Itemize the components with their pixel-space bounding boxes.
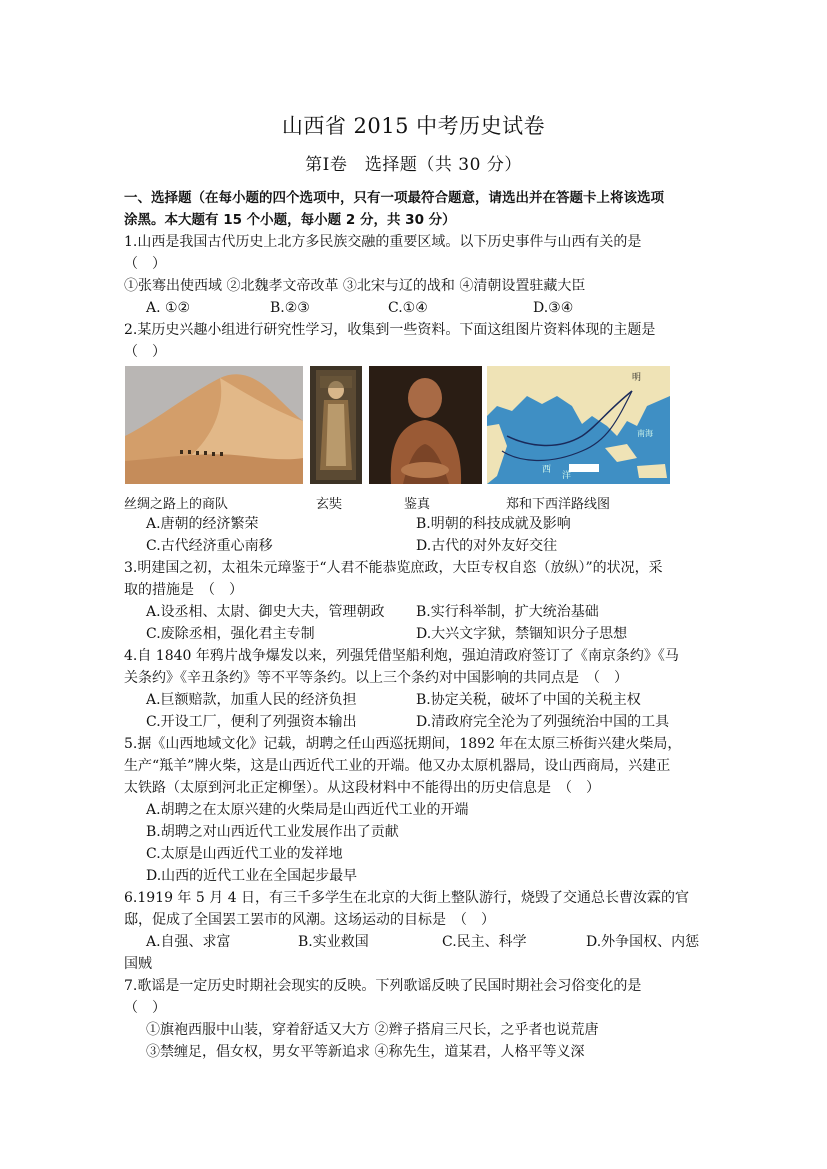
q3-stem-line2: 取的措施是 （ ）: [124, 582, 243, 598]
q6-option-d-continued: 国贼: [124, 956, 152, 972]
q7-items-line1: ①旗袍西服中山装，穿着舒适又大方 ②辫子搭肩三尺长，之乎者也说荒唐: [146, 1022, 599, 1038]
section-instructions-line2: 涂黑。本大题有 15 个小题，每小题 2 分，共 30 分）: [124, 212, 456, 228]
q3-option-b: B.实行科举制，扩大统治基础: [416, 604, 599, 620]
q4-option-d: D.清政府完全沦为了列强统治中国的工具: [416, 714, 670, 730]
q1-option-b: B.②③: [270, 300, 310, 316]
q5-stem-line3: 太铁路（太原到河北正定柳堡）。从这段材料中不能得出的历史信息是 （ ）: [124, 780, 600, 796]
map-label-ming: 明: [632, 373, 642, 383]
q3-option-a: A.设丞相、太尉、御史大夫，管理朝政: [146, 604, 385, 620]
q6-option-c: C.民主、科学: [442, 934, 527, 950]
caption-silk-road: 丝绸之路上的商队: [124, 497, 229, 512]
q3-option-c: C.废除丞相，强化君主专制: [146, 626, 315, 642]
q2-option-c: C.古代经济重心南移: [146, 538, 273, 554]
section-instructions-line1: 一、选择题（在每小题的四个选项中，只有一项最符合题意，请选出并在答题卡上将该选项: [124, 190, 664, 206]
q5-option-d: D.山西的近代工业在全国起步最早: [146, 868, 358, 884]
jianzhen-statue-image: [369, 366, 482, 484]
q3-option-d: D.大兴文字狱，禁锢知识分子思想: [416, 626, 628, 642]
map-label-nanhai: 南海: [637, 429, 653, 438]
page-title: 山西省 2015 中考历史试卷: [281, 114, 546, 138]
q1-stem-line1: 1.山西是我国古代历史上北方多民族交融的重要区域。以下历史事件与山西有关的是: [124, 234, 642, 250]
caption-xuanzang: 玄奘: [316, 497, 343, 512]
q7-stem-line2: （ ）: [124, 1000, 166, 1016]
q7-items-line2: ③禁缠足，倡女权，男女平等新追求 ④称先生，道某君，人格平等义深: [146, 1044, 585, 1060]
xuanzang-image: [310, 366, 362, 484]
q4-stem-line2: 关条约》《辛丑条约》等不平等条约。以上三个条约对中国影响的共同点是 （ ）: [124, 670, 628, 686]
q6-option-a: A.自强、求富: [146, 934, 231, 950]
q5-stem-line1: 5.据《山西地域文化》记载，胡聘之任山西巡抚期间，1892 年在太原三桥街兴建火柴局，: [124, 736, 682, 752]
q4-option-a: A.巨额赔款，加重人民的经济负担: [146, 692, 357, 708]
silk-road-caravan-image: [125, 366, 303, 484]
q6-stem-line1: 6.1919 年 5 月 4 日，有三千多学生在北京的大街上整队游行，烧毁了交通总长曹汝霖的官: [124, 890, 690, 906]
q2-stem-line2: （ ）: [124, 344, 166, 360]
q3-stem-line1: 3.明建国之初，太祖朱元璋鉴于“人君不能恭览庶政，大臣专权自恣（放纵）”的状况，采: [124, 560, 663, 576]
q4-option-c: C.开设工厂，便利了列强资本输出: [146, 714, 357, 730]
q2-option-a: A.唐朝的经济繁荣: [146, 516, 259, 532]
caption-zheng-he: 郑和下西洋路线图: [506, 497, 611, 512]
q1-stem-line2: （ ）: [124, 256, 166, 272]
q1-option-c: C.①④: [388, 300, 428, 316]
section-subtitle: 第Ⅰ卷 选择题（共 30 分）: [305, 155, 522, 175]
q2-option-d: D.古代的对外友好交往: [416, 538, 558, 554]
q7-stem-line1: 7.歌谣是一定历史时期社会现实的反映。下列歌谣反映了民国时期社会习俗变化的是: [124, 978, 642, 994]
caption-jianzhen: 鉴真: [404, 497, 431, 512]
q4-stem-line1: 4.自 1840 年鸦片战争爆发以来，列强凭借坚船利炮，强迫清政府签订了《南京条约》《马: [124, 648, 679, 664]
q5-option-b: B.胡聘之对山西近代工业发展作出了贡献: [146, 824, 399, 840]
q4-option-b: B.协定关税，破坏了中国的关税主权: [416, 692, 641, 708]
q5-option-a: A.胡聘之在太原兴建的火柴局是山西近代工业的开端: [146, 802, 469, 818]
q1-option-a: A. ①②: [146, 300, 191, 316]
q6-stem-line2: 邸，促成了全国罢工罢市的风潮。这场运动的目标是 （ ）: [124, 912, 495, 928]
q5-stem-line2: 生产“羝羊”牌火柴，这是山西近代工业的开端。他又办太原机器局，设山西商局，兴建正: [124, 758, 671, 774]
map-label-yang: 洋: [562, 471, 572, 481]
q2-stem-line1: 2.某历史兴趣小组进行研究性学习，收集到一些资料。下面这组图片资料体现的主题是: [124, 322, 656, 338]
map-label-xi: 西: [542, 465, 552, 475]
q6-option-d: D.外争国权、内惩: [586, 934, 700, 950]
q5-option-c: C.太原是山西近代工业的发祥地: [146, 846, 343, 862]
q6-option-b: B.实业救国: [298, 934, 369, 950]
zheng-he-voyage-map-image: [487, 366, 670, 484]
q1-option-d: D.③④: [533, 300, 574, 316]
q2-option-b: B.明朝的科技成就及影响: [416, 516, 571, 532]
q1-items: ①张骞出使西域 ②北魏孝文帝改革 ③北宋与辽的战和 ④清朝设置驻藏大臣: [124, 278, 586, 294]
